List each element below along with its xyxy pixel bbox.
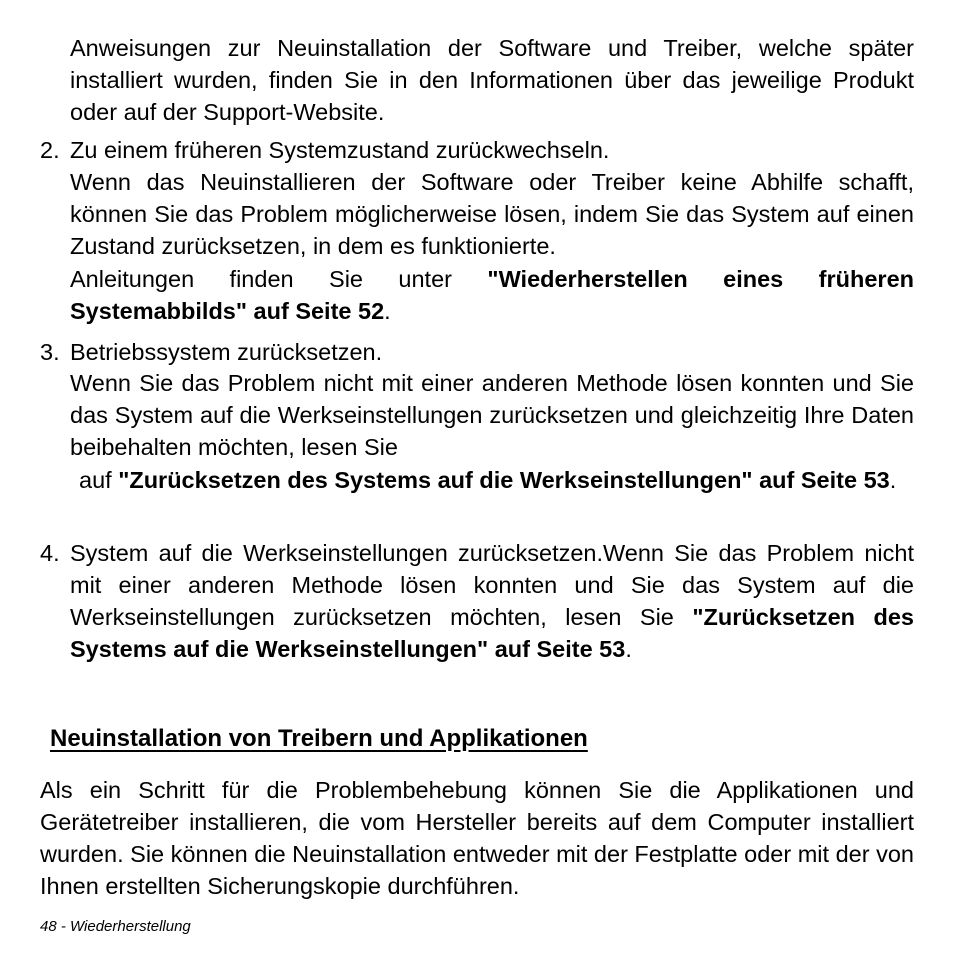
reference-suffix: . (889, 467, 897, 493)
reference-prefix: Anleitungen finden Sie unter (70, 266, 488, 292)
page-footer: 48 - Wiederherstellung (40, 918, 191, 935)
reference-suffix: . (625, 636, 632, 662)
section-paragraph: Als ein Schritt für die Problembehebung können Sie die Applikationen und Gerätetreiber installieren, die vom Hersteller bereits auf dem Computer installiert wurden. Sie können die Neuinstallation entweder mit der Festplatte oder mit der von Ihnen erstellten Sicherungskopie durchführen. (40, 777, 914, 899)
section-heading: Neuinstallation von Treibern und Applikationen (50, 725, 588, 752)
list-item-text: System auf die Werkseinstellungen zurücksetzen.Wenn Sie das Problem nicht mit einer anderen Methode lösen konnten und Sie das System auf die Werkseinstellungen zurücksetzen möchten, lesen Sie (70, 540, 914, 630)
list-item-body (70, 537, 914, 665)
list-number: 2. (40, 137, 60, 163)
list-number: 3. (40, 339, 60, 365)
reference-link[interactable]: "Zurücksetzen des Systems auf die Werkseinstellungen" auf Seite 53 (118, 467, 890, 493)
list-item-reference (70, 263, 914, 327)
list-item-reference (70, 464, 914, 496)
intro-paragraph (70, 32, 914, 128)
reference-prefix: auf (79, 467, 119, 493)
list-item-title: Zu einem früheren Systemzustand zurückwechseln. (70, 137, 610, 163)
list-item-body: Wenn Sie das Problem nicht mit einer anderen Methode lösen konnten und Sie das System auf die Werkseinstellungen zurücksetzen und gleichzeitig Ihre Daten beibehalten möchten, lesen Sie (70, 370, 914, 460)
list-item-title: Betriebssystem zurücksetzen. (70, 339, 383, 365)
reference-suffix: . (384, 298, 391, 324)
intro-text: Anweisungen zur Neuinstallation der Software und Treiber, welche später installiert wurden, finden Sie in den Informationen über das jeweilige Produkt oder auf der Support-Website. (70, 35, 914, 125)
list-number: 4. (40, 540, 60, 566)
reference-link[interactable]: "Wiederherstellen eines früheren Systemabbilds" auf Seite 52 (70, 266, 914, 324)
list-item-body: Wenn das Neuinstallieren der Software oder Treiber keine Abhilfe schafft, können Sie das Problem möglicherweise lösen, indem Sie das System auf einen Zustand zurücksetzen, in dem es funktionierte. (70, 169, 914, 259)
reference-link[interactable]: "Zurücksetzen des Systems auf die Werkseinstellungen" auf Seite 53 (70, 604, 914, 662)
